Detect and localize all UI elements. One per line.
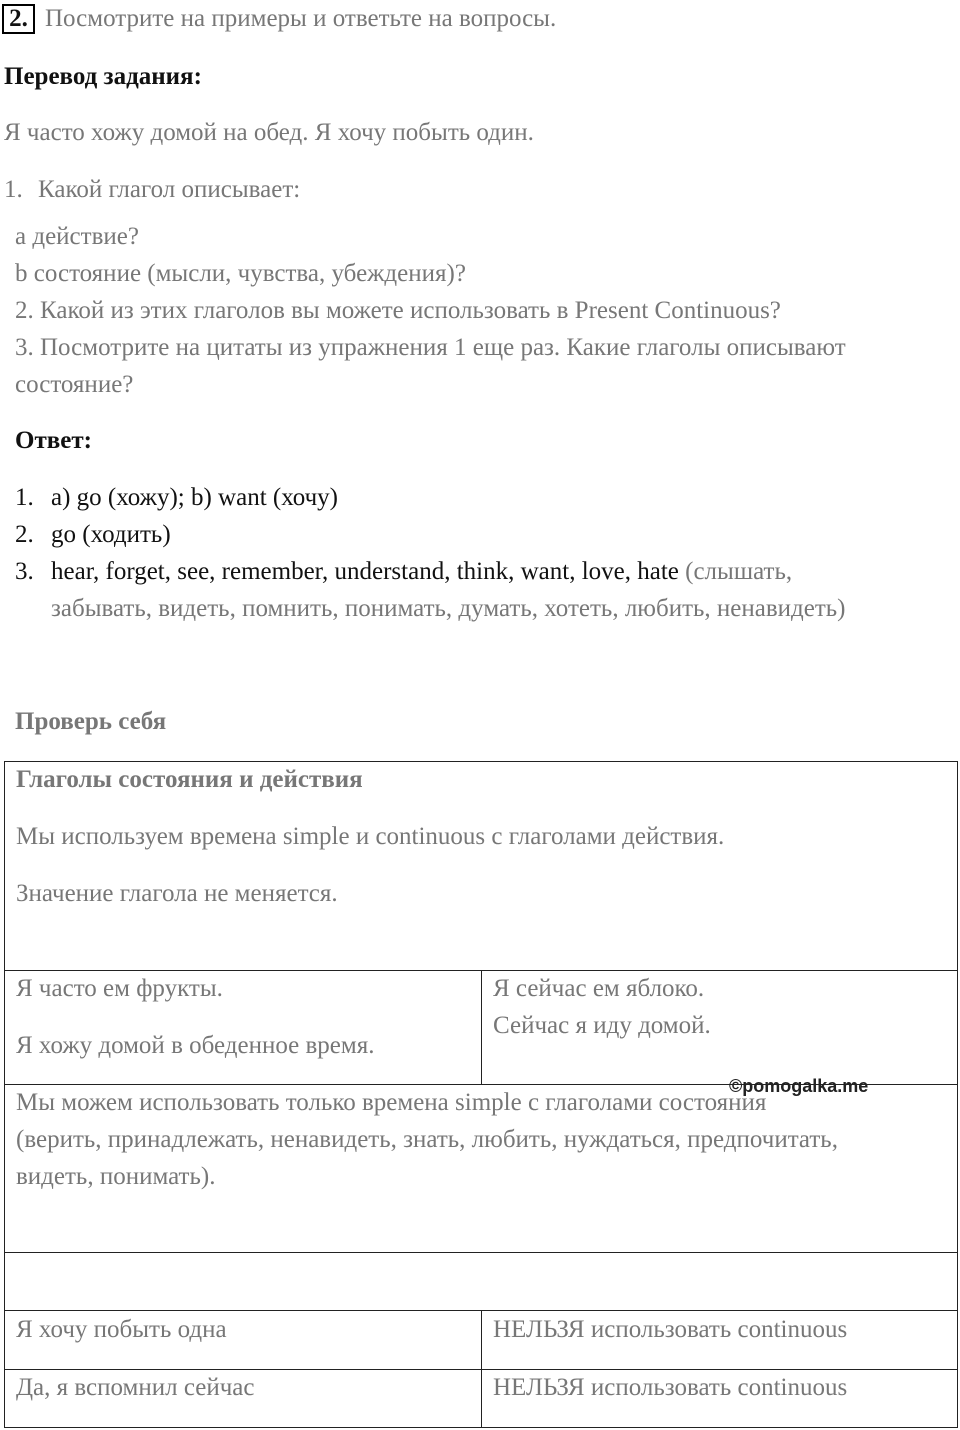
- watermark: ©pomogalka.me: [729, 1076, 869, 1096]
- example-continuous-1: Я сейчас ем яблоко.: [493, 975, 705, 1002]
- answer-2-number: 2.: [15, 521, 34, 548]
- question-1-text: Какой глагол описывает:: [38, 176, 301, 203]
- table-divider: [5, 1252, 957, 1253]
- question-1a: а действие?: [15, 223, 139, 250]
- answer-2-text: go (ходить): [51, 521, 171, 548]
- rule-state-1: НЕЛЬЗЯ использовать continuous: [493, 1316, 848, 1343]
- answer-heading: Ответ:: [15, 427, 92, 454]
- answer-1-number: 1.: [15, 484, 34, 511]
- question-1-number: 1.: [4, 176, 23, 203]
- table-intro-2: Значение глагола не меняется.: [16, 880, 338, 907]
- question-3-line2: состояние?: [15, 371, 134, 398]
- example-state-1: Я хочу побыть одна: [16, 1316, 227, 1343]
- table-title: Глаголы состояния и действия: [16, 766, 363, 793]
- answer-3-line1: [51, 557, 792, 587]
- question-3-line1: 3. Посмотрите на цитаты из упражнения 1 еще раз. Какие глаголы описывают: [15, 334, 846, 361]
- example-simple-2: Я хожу домой в обеденное время.: [16, 1032, 375, 1059]
- table-column-divider: [481, 970, 482, 1084]
- translation-example: Я часто хожу домой на обед. Я хочу побыть один.: [4, 119, 534, 146]
- answer-3-translation-start: (слышать,: [678, 558, 793, 585]
- state-verbs-line2: (верить, принадлежать, ненавидеть, знать, любить, нуждаться, предпочитать,: [16, 1126, 838, 1153]
- table-intro-1: Мы используем времена simple и continuous с глаголами действия.: [16, 823, 725, 850]
- answer-1-text: a) go (хожу); b) want (хочу): [51, 484, 339, 511]
- answer-3-verbs: hear, forget, see, remember, understand, think, want, love, hate: [51, 558, 679, 585]
- translation-heading: Перевод задания:: [4, 63, 202, 90]
- question-1b: b состояние (мысли, чувства, убеждения)?: [15, 260, 466, 287]
- example-continuous-2: Сейчас я иду домой.: [493, 1012, 711, 1039]
- example-simple-1: Я часто ем фрукты.: [16, 975, 223, 1002]
- task-instruction: Посмотрите на примеры и ответьте на вопросы.: [45, 5, 557, 32]
- question-2: 2. Какой из этих глаголов вы можете использовать в Present Continuous?: [15, 297, 781, 324]
- rule-state-2: НЕЛЬЗЯ использовать continuous: [493, 1374, 848, 1401]
- table-column-divider: [481, 1310, 482, 1428]
- answer-3-number: 3.: [15, 558, 34, 585]
- state-verbs-line1: Мы можем использовать только времена simple с глаголами состояния: [16, 1089, 767, 1116]
- answer-3-line2: забывать, видеть, помнить, понимать, думать, хотеть, любить, ненавидеть): [51, 595, 846, 622]
- task-number: 2.: [2, 4, 35, 34]
- example-state-2: Да, я вспомнил сейчас: [16, 1374, 255, 1401]
- state-verbs-line3: видеть, понимать).: [16, 1163, 216, 1190]
- check-heading: Проверь себя: [15, 708, 167, 735]
